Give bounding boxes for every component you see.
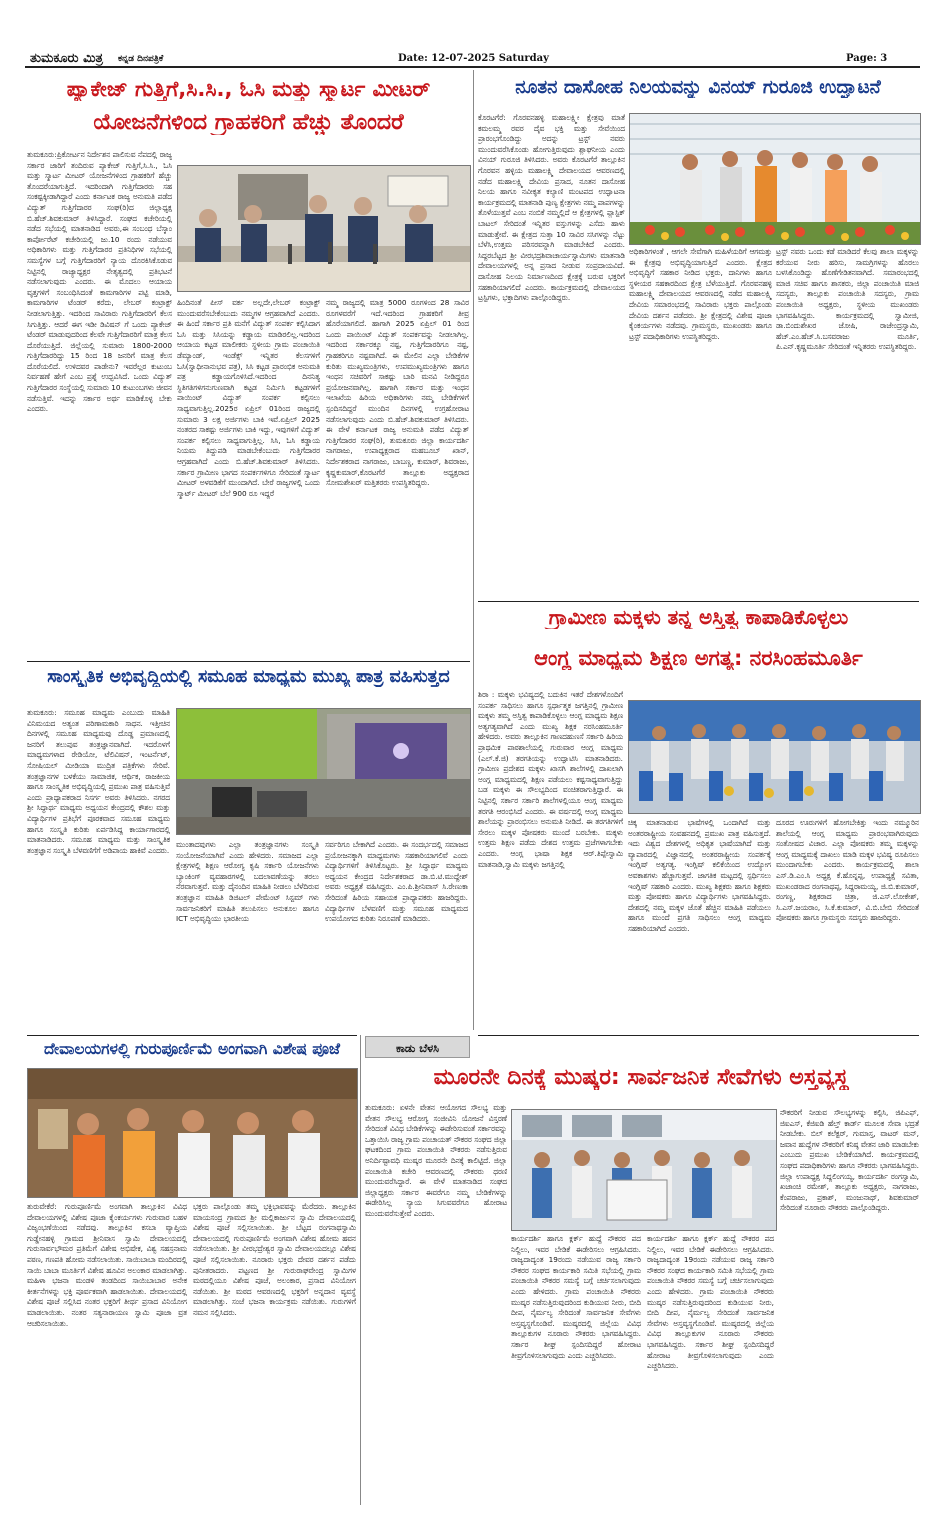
story6-tag-label: ಕಾಡು ಬೆಳಸಿ xyxy=(396,1042,439,1055)
divider-vertical-left xyxy=(473,70,474,1030)
story3-column-2: ಮುಂತಾದವುಗಳು ಎಲ್ಲಾ ತಂತ್ರಜ್ಞಾನಗಳು ಸಂಸ್ಕೃತಿ ಸಂಯೋಜನೆಯಾಗಿವೆ ಎಂದು ಹೇಳಿದರು. ಸಮಾಜದ ಎಲ್ಲಾ ಕ್ಷೇತ್ರಗಳಲ್ಲಿ ಶಿಕ್ಷಣ ಆರೋಗ್ಯ ಕೃಷಿ ಸರ್ಕಾರಿ ಯೋಜನೆಗಳು ಬ್ಯಾಂಕಿಂಗ್ ವ್ಯವಹಾರಗಳಲ್ಲಿ ಬದಲಾವಣೆಯನ್ನು ತರಲು ನೆರವಾಗುತ್ತವೆ. ಮತ್ತು ದೈನಂದಿನ ಮಾಹಿತಿ ನೀಡಲು ಬೆಳೆದಿರುವ ತಂತ್ರಜ್ಞಾನ ಮಾಹಿತಿ ಡಿಜಿಟಲ್ ಪೇಮೆಂಟ್ ಸಿಸ್ಟಮ್ ಗಳು ಸಾರ್ವಜನಿಕರಿಗೆ ಮಾಹಿತಿ ತಲುಪಿಸಲು ಅನುಕೂಲ ಹಾಗೂ ICT ಅಭಿವೃದ್ಧಿಯು ಭಾರತೀಯ xyxy=(176,840,319,924)
story6-column-3: ನೌಕರರಿಗೆ ನೀಡುವ ಸೌಲಭ್ಯಗಳನ್ನು ಕಲ್ಪಿಸಿ, ಜಿಪಿಎಫ್, ಜಿಐಎಸ್, ಕೆಜಿಐಡಿ ಹೆಲ್ತ್ ಕಾರ್ಡ್ ಮೂಲಕ ಸೇವಾ ಭದ್ರತೆ ನೀಡಬೇಕು. ಬಿಲ್ ಕಲೆಕ್ಟರ್, ಗುಮಾಸ್ತ, ವಾಟರ್ ಮನ್, ಜವಾನ ಹುದ್ದೆಗಳ ನೌಕರರಿಗೆ ಕನಿಷ್ಠ ವೇತನ ಜಾರಿ ಮಾಡಬೇಕು ಎಂಬುದು ಪ್ರಮುಖ ಬೇಡಿಕೆಯಾಗಿದೆ. ಕಾರ್ಯಕ್ರಮದಲ್ಲಿ ಸಂಘದ ಪದಾಧಿಕಾರಿಗಳು ಹಾಗೂ ನೌಕರರು ಭಾಗವಹಿಸಿದ್ದರು. ಜಿಲ್ಲಾ ಉಪಾಧ್ಯಕ್ಷ ಸಿದ್ದಲಿಂಗಯ್ಯ, ಕಾರ್ಯದರ್ಶಿ ರಂಗಸ್ವಾಮಿ, ಖಜಾಂಚಿ ರಮೇಶ್, ತಾಲ್ಲೂಕು ಅಧ್ಯಕ್ಷರು, ನಾಗರಾಜು, ಕೆಂಪರಾಜು, ಪ್ರಕಾಶ್, ಮಂಜುನಾಥ್, ಶಿವಕುಮಾರ್ ಸೇರಿದಂತೆ ನೂರಾರು ನೌಕರರು ಪಾಲ್ಗೊಂಡಿದ್ದರು. xyxy=(780,1108,919,1213)
masthead-date: Date: 12-07-2025 Saturday xyxy=(398,53,549,64)
story2-column-1: ಕೊರಟಗೆರೆ: ಗೊರವನಹಳ್ಳಿ ಮಹಾಲಕ್ಷ್ಮೀ ಕ್ಷೇತ್ರವು ಮಾತೆ ಕಮಲಮ್ಮ ರವರ ದೈವ ಭಕ್ತಿ ಮತ್ತು ಸೇವೆಯಿಂದ ಪ್ರಾರಂಭಗೊಂಡಿದ್ದು ಅದನ್ನು ಟ್ರಸ್ಟ್ ನವರು ಮುಂದುವರೆಸಿಕೊಂಡು ಹೋಗುತ್ತಿರುವುದು ಶ್ಲಾಘನೀಯ ಎಂದು ವಿನಯ್ ಗುರೂಜಿ ತಿಳಿಸಿದರು. ಅವರು ಕೊರಟಗೆರೆ ತಾಲ್ಲೂಕಿನ ಗೊರವನ ಹಳ್ಳಿಯ ಮಹಾಲಕ್ಷ್ಮಿ ದೇವಾಲಯದ ಆವರಣದಲ್ಲಿ ನಡೆದ ಮಹಾಲಕ್ಷ್ಮಿ ದೇವಿಯ ಪ್ರಸಾದ, ನೂತನ ದಾಸೋಹ ನಿಲಯ ಹಾಗೂ ನವೀಕೃತ ಕಲ್ಯಾಣಿ ಮಂಟಪದ ಉದ್ಘಾಟನಾ ಕಾರ್ಯಕ್ರಮದಲ್ಲಿ ಮಾತನಾಡಿ ಪುಣ್ಯ ಕ್ಷೇತ್ರಗಳು ನಮ್ಮ ಪಾಪಗಳನ್ನು ತೊಳೆಯುತ್ತವೆ ಎಂಬ ನಂಬಿಕೆ ನಮ್ಮಲ್ಲಿದೆ ಆ ಕ್ಷೇತ್ರಗಳಲ್ಲಿ ಪ್ಲಾಸ್ಟಿಕ್ ಬಾಟಲ್ ಸೇರಿದಂತೆ ಇನ್ನಿತರ ವಸ್ತುಗಳನ್ನು ಎಸೆದು ಹಾಳು ಮಾಡುತ್ತೇವೆ. ಈ ಕ್ಷೇತ್ರದ ಸುತ್ತಾ 10 ಸಾವಿರ ಸಸಿಗಳನ್ನು ನೆಟ್ಟು ಬೆಳೆಸಿ,ಉತ್ತಮ ಪರಿಸರವನ್ನಾಗಿ ಮಾಡಬೇಕಿದೆ ಎಂದರು. ಸಿದ್ದರಬೆಟ್ಟದ ಶ್ರೀ ವೀರಭದ್ರಶಿವಾಚಾರ್ಯಸ್ವಾಮಿಗಳು ಮಾತನಾಡಿ ದೇವಾಲಯಗಳಲ್ಲಿ ಅನ್ನ ಪ್ರಸಾದ ನೀಡುವ ಸಂಪ್ರದಾಯವಿದೆ. ದಾಸೋಹ ನಿಲಯ ನಿರ್ಮಾಣದಿಂದ ಕ್ಷೇತ್ರಕ್ಕೆ ಬರುವ ಭಕ್ತರಿಗೆ ಸಹಕಾರಿಯಾಗಲಿದೆ ಎಂದರು. ಕಾರ್ಯಕ್ರಮದಲ್ಲಿ ದೇವಾಲಯದ ಟ್ರಸ್ಟಿಗಳು, ಭಕ್ತಾದಿಗಳು ಪಾಲ್ಗೊಂಡಿದ್ದರು. xyxy=(478,113,625,303)
story5-photo-temple xyxy=(27,1068,358,1198)
story4-headline-line2: ಆಂಗ್ಲ ಮಾಧ್ಯಮ ಶಿಕ್ಷಣ ಅಗತ್ಯ: ನರಸಿಂಹಮೂರ್ತಿ xyxy=(534,646,863,670)
story6-headline: ಮೂರನೇ ದಿನಕ್ಕೆ ಮುಷ್ಕರ: ಸಾರ್ವಜನಿಕ ಸೇವೆಗಳು ಅಸ್ತವ್ಯಸ್ಥ xyxy=(433,1065,849,1090)
story4-column-3: ದೂರದ ಊರುಗಳಿಗೆ ಹೋಗಬೇಕಿತ್ತು ಇಂದು ನಮ್ಮೂರಿನ ಶಾಲೆಯಲ್ಲಿ ಆಂಗ್ಲ ಮಾಧ್ಯಮ ಪ್ರಾರಂಭವಾಗಿರುವುದು ಸಂತೋಷದ ವಿಚಾರ. ಎಲ್ಲಾ ಪೋಷಕರು ತಮ್ಮ ಮಕ್ಕಳನ್ನು ಆಂಗ್ಲ ಮಾಧ್ಯಮಕ್ಕೆ ದಾಖಲು ಮಾಡಿ ಮಕ್ಕಳ ಭವಿಷ್ಯ ರೂಪಿಸಲು ಮುಂದಾಗಬೇಕು ಎಂದರು. ಕಾರ್ಯಕ್ರಮದಲ್ಲಿ ಶಾಲಾ ಎಸ್.ಡಿ.ಎಂ.ಸಿ ಅಧ್ಯಕ್ಷ ಕೆ.ಹೊನ್ನಪ್ಪ, ಉಪಾಧ್ಯಕ್ಷೆ ಸವಿತಾ, ಮುಖಂಡರಾದ ರಂಗನಾಥಪ್ಪ, ಸಿದ್ದರಾಮಯ್ಯ, ಜಿ.ಬಿ.ಕುಮಾರ್, ರಂಗಣ್ಣ, ಶಿಕ್ಷಕರಾದ ಚಿತ್ರಾ, ಜಿ.ಎಸ್.ಲೋಕೇಶ್, ಸಿ.ಎಸ್.ಜಯರಾಂ, ಸಿ.ಕೆ.ಕುಮಾರ್, ವಿ.ಬಿ.ಬೇಬಿ ಸೇರಿದಂತೆ ಪೋಷಕರು ಹಾಗೂ ಗ್ರಾಮಸ್ಥರು ಸದಸ್ಯರು ಹಾಜರಿದ್ದರು. xyxy=(776,818,919,923)
story3-photo-workshop xyxy=(176,708,471,835)
story3-headline: ಸಾಂಸ್ಕೃತಿಕ ಅಭಿವೃದ್ಧಿಯಲ್ಲಿ ಸಮೂಹ ಮಾಧ್ಯಮ ಮುಖ್ಯ ಪಾತ್ರ ವಹಿಸುತ್ತದ xyxy=(47,667,450,687)
story6-top-rule xyxy=(478,1035,919,1036)
story6-column-1: ತುಮಕೂರು: ಏಳನೇ ವೇತನ ಆಯೋಗದ ಸೌಲಭ್ಯ ಮತ್ತು ವೇತನ ಸೌಲಭ್ಯ ಆರೋಗ್ಯ ಸಂಜೀವಿನಿ ಯೋಜನೆ ವಿಸ್ತರಣೆ ಸೇರಿದಂತೆ ವಿವಿಧ ಬೇಡಿಕೆಗಳನ್ನು ಈಡೇರಿಸುವಂತೆ ಸರ್ಕಾರವನ್ನು ಒತ್ತಾಯಿಸಿ ರಾಜ್ಯ ಗ್ರಾಮ ಪಂಚಾಯತ್ ನೌಕರರ ಸಂಘದ ಜಿಲ್ಲಾ ಘಟಕದಿಂದ ಗ್ರಾಮ ಪಂಚಾಯಿತಿ ನೌಕರರು ನಡೆಸುತ್ತಿರುವ ಅನಿರ್ದಿಷ್ಟಾವಧಿ ಮುಷ್ಕರ ಮೂರನೇ ದಿನಕ್ಕೆ ಕಾಲಿಟ್ಟಿದೆ. ಜಿಲ್ಲಾ ಪಂಚಾಯಿತಿ ಕಚೇರಿ ಆವರಣದಲ್ಲಿ ನೌಕರರು ಧರಣಿ ಮುಂದುವರೆಸಿದ್ದಾರೆ. ಈ ವೇಳೆ ಮಾತನಾಡಿದ ಸಂಘದ ಜಿಲ್ಲಾಧ್ಯಕ್ಷರು ಸರ್ಕಾರ ಈವರೆಗೂ ನಮ್ಮ ಬೇಡಿಕೆಗಳನ್ನು ಈಡೇರಿಸಿಲ್ಲ ನ್ಯಾಯ ಸಿಗುವವರೆಗೂ ಹೋರಾಟ ಮುಂದುವರೆಸುತ್ತೇವೆ ಎಂದರು. xyxy=(365,1103,507,1218)
story2-column-3: ಟ್ರಸ್ಟ್ ನವರು ಒಂದು ಕಡೆ ಮಾಡಿದರೆ ಕೆಲವು ಶಾಲಾ ಮಕ್ಕಳನ್ನು ಕರೆಯುವ ನೀರು ಹರಿಸು, ಸಾಮಗ್ರಿಗಳನ್ನು ಹೊರಲು ಬಳಸಿಕೊಂಡಿದ್ದು ಹೊಣೆಗೇಡಿತನವಾಗಿದೆ. ಸಮಾರಂಭದಲ್ಲಿ ಮಾಜಿ ಸಚಿವ ಹಾಗೂ ಶಾಸಕರು, ಜಿಲ್ಲಾ ಪಂಚಾಯಿತಿ ಮಾಜಿ ಸದಸ್ಯರು, ತಾಲ್ಲೂಕು ಪಂಚಾಯಿತಿ ಸದಸ್ಯರು, ಗ್ರಾಮ ಪಂಚಾಯಿತಿ ಅಧ್ಯಕ್ಷರು, ಸ್ಥಳೀಯ ಮುಖಂಡರು ಭಾಗವಹಿಸಿದ್ದರು. ಕಾರ್ಯಕ್ರಮದಲ್ಲಿ ಸ್ವಾಮೀಜಿ, ಡಾ.ಬಿಂದುಶೇಖರ ಜೋಷಿ, ರಾಜೇಂದ್ರಸ್ವಾಮಿ, ಹೆಚ್.ಎಂ.ಹೆಚ್.ಸಿ.ಬಸವರಾಜು ಮೂರ್ತಿ, ಪಿ.ಎನ್.ಕೃಷ್ಣಮೂರ್ತಿ ಸೇರಿದಂತೆ ಇನ್ನಿತರರು ಉಪಸ್ಥಿತರಿದ್ದರು. xyxy=(776,247,919,352)
story5-top-rule xyxy=(27,1035,357,1036)
story6-tag xyxy=(365,1036,470,1058)
story2-photo-inauguration xyxy=(629,113,921,245)
story3-top-rule xyxy=(27,661,470,662)
story4-headline-line1: ಗ್ರಾಮೀಣ ಮಕ್ಕಳು ತನ್ನ ಅಸ್ತಿತ್ವ ಕಾಪಾಡಿಕೊಳ್ಳಲು xyxy=(548,606,849,629)
story1-headline-line1: ಪ್ಯಾಕೇಜ್ ಗುತ್ತಿಗೆ,ಸಿ.ಸಿ., ಓಸಿ ಮತ್ತು ಸ್ಮಾರ್ಟ ಮೀಟರ್ xyxy=(66,77,431,101)
story1-column-1: ತುಮಕೂರು:ಪ್ರಿಕೋರ್ಟನ ನಿರ್ದೇಶನ ಪಾಲಿಸುವ ನೆಪದಲ್ಲಿ ರಾಜ್ಯ ಸರ್ಕಾರ ಜಾರಿಗೆ ತಂದಿರುವ ಪ್ಯಾಕೇಜ್ ಗುತ್ತಿಗೆ,ಸಿ.ಸಿ., ಓಸಿ ಮತ್ತು ಸ್ಮಾರ್ಟ ಮೀಟರ್ ಯೋಜನೆಗಳಿಂದ ಗ್ರಾಹಕರಿಗೆ ಹೆಚ್ಚು ತೊಂದರೆಯಾಗುತ್ತಿದೆ. ಇದರಿಂದಾಗಿ ಗುತ್ತಿಗೆದಾರರು ಸಹ ಸಂಕಷ್ಟಕ್ಕೀಡಾಗಿದ್ದಾರೆ ಎಂದು ಕರ್ನಾಟಕ ರಾಜ್ಯ ಅನುಮತಿ ಪಡೆದ ವಿದ್ಯುತ್ ಗುತ್ತಿಗೆದಾರರ ಸಂಘ(ರಿ)ದ ಜಿಲ್ಲಾಧ್ಯಕ್ಷ ಬಿ.ಹೆಚ್.ಶಿವಕುಮಾರ್ ತಿಳಿಸಿದ್ದಾರೆ. ಸಂಘದ ಕಚೇರಿಯಲ್ಲಿ ನಡೆದ ಸಭೆಯಲ್ಲಿ ಮಾತನಾಡಿದ ಅವರು,ಈ ಸಂಬಂಧ ಬೆಸ್ಕಾಂ ಕಾರ್ಪೋರೆಟ್ ಕಚೇರಿಯಲ್ಲಿ ಜು.10 ರಂದು ನಡೆಯುವ ಅಧಿಕಾರಿಗಳು ಮತ್ತು ಗುತ್ತಿಗೆದಾರರ ಪ್ರತಿನಿಧಿಗಳ ಸಭೆಯಲ್ಲಿ ಸಮಸ್ಯೆಗಳ ಬಗ್ಗೆ ಗುತ್ತಿಗೆದಾರರಿಗೆ ನ್ಯಾಯ ದೊರಕಿಸಿಕೊಡುವ ನಿಟ್ಟಿನಲ್ಲಿ ರಾಜ್ಯಾಧ್ಯಕ್ಷರ ನೇತೃತ್ವದಲ್ಲಿ ಪ್ರತಿಭಟನೆ ನಡೆಸಲಾಗುವುದು ಎಂದರು. ಈ ಮೊದಲು ಆಯಾಯ ವೃತ್ತಗಳಿಗೆ ಸಂಬಂಧಿಸಿದಂತೆ ಕಾಮಗಾರಿಗಳ ಪಟ್ಟಿ ಮಾಡಿ, ಕಾಮಗಾರಿಗಳ ಟೆಂಡರ್ ಕರೆದು, ಲೇಬರ್ ಕಂಟ್ರಾಕ್ಟ್ ನೀಡಲಾಗುತ್ತಿತ್ತು. ಇದರಿಂದ ಸಾವಿರಾರು ಗುತ್ತಿಗೆದಾರರಿಗೆ ಕೆಲಸ ಸಿಗುತ್ತಿತ್ತು. ಆದರೆ ಈಗ ಇಡೀ ಡಿವಿಷನ್ ಗೆ ಒಂದು ಪ್ಯಾಕೇಜ್ ಟೆಂಡರ್ ಮಾಡುವುದರಿಂದ ಕೆಲವೇ ಗುತ್ತಿಗೆದಾರರಿಗೆ ಮಾತ್ರ ಕೆಲಸ ದೊರೆಯುತ್ತಿದೆ. ಜಿಲ್ಲೆಯಲ್ಲಿ ಸುಮಾರು 1800-2000 ಗುತ್ತಿಗೆದಾರರಿದ್ದು 15 ರಿಂದ 18 ಜನರಿಗೆ ಮಾತ್ರ ಕೆಲಸ ದೊರೆಯಲಿದೆ. ಉಳಿದವರ ಪಾಡೇನು? ಇವರೆಲ್ಲರ ಕುಟುಂಬ ನಿರ್ವಹಣೆ ಹೇಗೆ ಎಂಬ ಪ್ರಶ್ನೆ ಉದ್ಭವಿಸಿದೆ. ಒಂದು ವಿದ್ಯುತ್ ಗುತ್ತಿಗೆದಾರರ ಸಂಸ್ಥೆಯಲ್ಲಿ ಸುಮಾರು 10 ಕುಟುಂಬಗಳು ಜೀವನ ನಡೆಸುತ್ತಿವೆ. ಇದನ್ನು ಸರ್ಕಾರ ಅರ್ಥ ಮಾಡಿಕೊಳ್ಳ ಬೇಕು ಎಂದರು. xyxy=(27,150,172,414)
story1-column-2: ಹಿಂದಿನಂತೆ ಪೀಸ್ ವರ್ಕ ಅಲ್ಲದೇ,ಲೇಬರ್ ಕಂಟ್ರಾಕ್ಟ್ ಮುಂದುವರೆಸಬೇಕೆಂಬುದು ನಮ್ಮಗಳ ಆಗ್ರಹವಾಗಿದೆ ಎಂದರು. ಈ ಹಿಂದೆ ಸರ್ಕಾರ ಪ್ರತಿ ಮನೆಗೆ ವಿದ್ಯುತ್ ಸಂಪರ್ಕ ಕಲ್ಪಿಸಿದಾಗ ಓಸಿ ಮತ್ತು ಸಿಸಿಯನ್ನು ಕಡ್ಡಾಯ ಮಾಡಿರಲಿಲ್ಲ.ಇದರಿಂದ ಆಯಾಯ ಕಟ್ಟಡ ಮಾಲೀಕರು ಸ್ಥಳೀಯ ಗ್ರಾಮ ಪಂಚಾಯಿತಿ ಡೆಮ್ಯಾಂಡ್, ಇಂಡೆಕ್ಸ್ ಇನ್ನಿತರ ಕೆಲಸಗಳಿಗೆ ಓಸಿ(ಸ್ವಾಧೀನಾನುಭವ ಪತ್ರ), ಸಿಸಿ ಕಟ್ಟಡ ಪ್ರಾರಂಭಿಕ ಅನುಮತಿ ಪತ್ರ ಕಡ್ಡಾಯಗೊಳಿಸಿದೆ.ಇದರಿಂದ ದಿನನಿತ್ಯ ಸ್ಥಿತಿಗತಿಗಳಿಗನುಗುಣವಾಗಿ ಕಟ್ಟಡ ನಿರ್ಮಿಸಿ ಕಟ್ಟಡಗಳಿಗೆ ಪಾಯಿಂಟ್ ವಿದ್ಯುತ್ ಸಂಪರ್ಕ ಕಲ್ಪಿಸಲು ಸಾಧ್ಯವಾಗುತ್ತಿಲ್ಲ.2025ರ ಏಪ್ರಿಲ್ 01ರಿಂದ ರಾಜ್ಯದಲ್ಲಿ ಸುಮಾರು 3 ಲಕ್ಷ ಅರ್ಜಿಗಳು ಬಾಕಿ ಇವೆ.ಏಪ್ರಿಲ್ 2025 ನಂತರದ ಸಾಕಷ್ಟು ಅರ್ಜಿಗಳು ಬಾಕಿ ಇದ್ದು, ಇವುಗಳಿಗೆ ವಿದ್ಯುತ್ ಸಂಪರ್ಕ ಕಲ್ಪಿಸಲು ಸಾಧ್ಯವಾಗುತ್ತಿಲ್ಲ. ಸಿಸಿ, ಓಸಿ ಕಡ್ಡಾಯ ನಿಯಮ ತಿದ್ದುಪಡಿ ಮಾಡಬೇಕೆಂಬುದು ಗುತ್ತಿಗೆದಾರರ ಆಗ್ರಹವಾಗಿದೆ ಎಂದು ಬಿ.ಹೆಚ್.ಶಿವಕುಮಾರ್ ತಿಳಿಸಿದರು. ಸರ್ಕಾರ ಗ್ರಾಮೀಣ ಭಾಗದ ಸಂಪರ್ಕಗಳಿಗೂ ಸೇರಿದಂತೆ ಸ್ಮಾರ್ಟ ಮೀಟರ್ ಅಳವಡಿಕೆಗೆ ಮುಂದಾಗಿದೆ. ಬೇರೆ ರಾಜ್ಯಗಳಲ್ಲಿ ಒಂದು ಸ್ಮಾರ್ಟ್ ಮೀಟರ್ ಬೆಲೆ 900 ರೂ ಇದ್ದರೆ xyxy=(177,298,320,498)
story1-photo-press-meet xyxy=(177,165,471,292)
story1-headline-line2: ಯೋಜನೆಗಳಿಂದ ಗ್ರಾಹಕರಿಗೆ ಹೆಚ್ಚು ತೊಂದರೆ xyxy=(93,110,404,135)
story4-photo-school xyxy=(628,700,921,814)
story5-headline: ದೇವಾಲಯಗಳಲ್ಲಿ ಗುರುಪೂರ್ಣಿಮೆ ಅಂಗವಾಗಿ ವಿಶೇಷ ಪೂಜೆ xyxy=(44,1041,340,1058)
story2-headline: ನೂತನ ದಾಸೋಹ ನಿಲಯವನ್ನು ವಿನಯ್ ಗುರೂಜಿ ಉದ್ಘಾಟನೆ xyxy=(515,77,881,98)
story4-column-1: ಶಿರಾ : ಮಕ್ಕಳು ಭವಿಷ್ಯದಲ್ಲಿ ಬದುಕಿನ ಇತರೆ ದೇಶಗಳೊಂದಿಗೆ ಸಂಪರ್ಕ ಸಾಧಿಸಲು ಹಾಗೂ ಸ್ಪರ್ಧಾತ್ಮಕ ಜಗತ್ತಿನಲ್ಲಿ ಗ್ರಾಮೀಣ ಮಕ್ಕಳು ತಮ್ಮ ಅಸ್ತಿತ್ವ ಕಾಪಾಡಿಕೊಳ್ಳಲು ಆಂಗ್ಲ ಮಾಧ್ಯಮ ಶಿಕ್ಷಣ ಅತ್ಯಗತ್ಯವಾಗಿದೆ ಎಂದು ಮುಖ್ಯ ಶಿಕ್ಷಕ ನರಸಿಂಹಮೂರ್ತಿ ಹೇಳಿದರು. ಅವರು ತಾಲ್ಲೂಕಿನ ಗಾಣದಹುಣಸೆ ಸರ್ಕಾರಿ ಹಿರಿಯ ಪ್ರಾಥಮಿಕ ಪಾಠಶಾಲೆಯಲ್ಲಿ ಗುರುವಾರ ಆಂಗ್ಲ ಮಾಧ್ಯಮ (ಎಲ್.ಕೆ.ಜಿ) ತರಗತಿಯನ್ನು ಉದ್ಘಾಟಿಸಿ ಮಾತನಾಡಿದರು. ಗ್ರಾಮೀಣ ಪ್ರದೇಶದ ಮಕ್ಕಳು ಖಾಸಗಿ ಶಾಲೆಗಳಲ್ಲಿ ದಾಖಲಾಗಿ ಅಂಗ್ಲ ಮಾಧ್ಯಮದಲ್ಲಿ ಶಿಕ್ಷಣ ಪಡೆಯಲು ಕಷ್ಟಸಾಧ್ಯವಾಗುತ್ತಿದ್ದು ಬಡ ಮಕ್ಕಳು ಈ ಸೌಲಭ್ಯದಿಂದ ವಂಚಿತರಾಗುತ್ತಿದ್ದಾರೆ. ಈ ನಿಟ್ಟಿನಲ್ಲಿ ಸರ್ಕಾರ ಸರ್ಕಾರಿ ಶಾಲೆಗಳಲ್ಲಿಯೂ ಆಂಗ್ಲ ಮಾಧ್ಯಮ ತರಗತಿ ಆರಂಭಿಸಿದೆ ಎಂದರು. ಈ ವರ್ಷದಲ್ಲಿ ಆಂಗ್ಲ ಮಾಧ್ಯಮ ಶಾಲೆಯನ್ನು ಪ್ರಾರಂಭಿಸಲು ಅನುಮತಿ ನೀಡಿದೆ. ಈ ತರಗತಿಗಳಿಗೆ ಸೇರಲು ಮಕ್ಕಳ ಪೋಷಕರು ಮುಂದೆ ಬರಬೇಕು. ಮಕ್ಕಳು ಉತ್ತಮ ಶಿಕ್ಷಣ ಪಡೆದು ದೇಶದ ಉತ್ತಮ ಪ್ರಜೆಗಳಾಗಬೇಕು ಎಂದರು. ಆಂಗ್ಲ ಭಾಷಾ ಶಿಕ್ಷಕ ಆರ್.ತಿಪ್ಪೇಸ್ವಾಮಿ ಮಾತನಾಡಿ,ಸ್ವಾಮಿ ಮಕ್ಕಳು ಜಗತ್ತಿನಲ್ಲಿ xyxy=(478,690,623,869)
story2-column-2: ಅಧಿಕಾರಿಗಳಂತೆ , ಆಗಲೇ ಸೇವೆಗಾಗಿ ಮಹಿಳೆಯರಿಗೆ ಆಗಮತ್ತು ಈ ಕ್ಷೇತ್ರವು ಅಭಿವೃದ್ಧಿಯಾಗುತ್ತಿದೆ ಎಂದರು. ಕ್ಷೇತ್ರದ ಅಭಿವೃದ್ಧಿಗೆ ಸಹಕಾರ ನೀಡಿದ ಭಕ್ತರು, ದಾನಿಗಳು ಹಾಗೂ ಸ್ಥಳೀಯರ ಸಹಕಾರದಿಂದ ಕ್ಷೇತ್ರ ಬೆಳೆಯುತ್ತಿದೆ. ಗೊರವನಹಳ್ಳಿ ಮಹಾಲಕ್ಷ್ಮಿ ದೇವಾಲಯದ ಆವರಣದಲ್ಲಿ ನಡೆದ ಮಹಾಲಕ್ಷ್ಮಿ ದೇವಿಯ ಸಮಾರಂಭದಲ್ಲಿ ಸಾವಿರಾರು ಭಕ್ತರು ಪಾಲ್ಗೊಂಡು ದೇವಿಯ ದರ್ಶನ ಪಡೆದರು. ಶ್ರೀ ಕ್ಷೇತ್ರದಲ್ಲಿ ವಿಶೇಷ ಪೂಜಾ ಕೈಂಕರ್ಯಗಳು ನಡೆದವು. ಗ್ರಾಮಸ್ಥರು, ಮುಖಂಡರು ಹಾಗೂ ಟ್ರಸ್ಟ್ ಪದಾಧಿಕಾರಿಗಳು ಉಪಸ್ಥಿತರಿದ್ದರು. xyxy=(629,247,772,341)
story4-column-2: ಚಿಕ್ಕ ಮಾತನಾಡುವ ಭಾಷೆಗಳಲ್ಲಿ ಒಂದಾಗಿದೆ ಮತ್ತು ಅಂತರರಾಷ್ಟ್ರೀಯ ಸಂವಹನದಲ್ಲಿ ಪ್ರಮುಖ ಪಾತ್ರ ವಹಿಸುತ್ತದೆ. ಇದು ವಿಶ್ವದ ದೇಶಗಳಲ್ಲಿ ಅಧಿಕೃತ ಭಾಷೆಯಾಗಿದೆ ಮತ್ತು ವ್ಯಾಪಾರದಲ್ಲಿ ವಿಜ್ಞಾನದಲ್ಲಿ ಅಂತರರಾಷ್ಟ್ರೀಯ ಸಂಪರ್ಕಕ್ಕೆ ಇಂಗ್ಲಿಷ್ ಅತ್ಯಗತ್ಯ. ಇಂಗ್ಲಿಷ್ ಕಲಿಕೆಯಿಂದ ಉದ್ಯೋಗ ಅವಕಾಶಗಳು ಹೆಚ್ಚಾಗುತ್ತವೆ. ಜಾಗತಿಕ ಮಟ್ಟದಲ್ಲಿ ಸ್ಪರ್ಧಿಸಲು ಇಂಗ್ಲಿಷ್ ಸಹಕಾರಿ ಎಂದರು. ಮುಖ್ಯ ಶಿಕ್ಷಕರು ಹಾಗೂ ಶಿಕ್ಷಕರು ಮತ್ತು ಪೋಷಕರು ಹಾಗೂ ವಿದ್ಯಾರ್ಥಿಗಳು ಭಾಗವಹಿಸಿದ್ದರು. ದೇಶದಲ್ಲಿ ನಮ್ಮ ಮಕ್ಕಳ ಜೊತೆ ಹೆಚ್ಚಿನ ಮಾಹಿತಿ ಪಡೆಯಲು ಹಾಗೂ ಮುಂದೆ ಪ್ರಗತಿ ಸಾಧಿಸಲು ಆಂಗ್ಲ ಮಾಧ್ಯಮ ಸಹಕಾರಿಯಾಗಿದೆ ಎಂದರು. xyxy=(628,818,771,933)
story5-column-1: ತುರುವೇಕೆರೆ: ಗುರುಪೂರ್ಣಿಮೆ ಅಂಗವಾಗಿ ತಾಲ್ಲೂಕಿನ ವಿವಿಧ ದೇವಾಲಯಗಳಲ್ಲಿ ವಿಶೇಷ ಪೂಜಾ ಕೈಂಕರ್ಯಗಳು ಗುರುವಾರ ಬಹಳ ವಿಜೃಂಭಣೆಯಿಂದ ನಡೆದವು. ತಾಲ್ಲೂಕಿನ ಕಸಬಾ ವ್ಯಾಪ್ತಿಯ ಗುಡ್ಡೇನಹಳ್ಳಿ ಗ್ರಾಮದ ಶ್ರೀನಿವಾಸ ಸ್ವಾಮಿ ದೇವಾಲಯದಲ್ಲಿ ಗುರುಸಾರ್ವಭೌಮರ ಪ್ರತಿಮೆಗೆ ವಿಶೇಷ ಅಭಿಷೇಕ, ವಿಶ್ವ ಸಹಸ್ರನಾಮ ಪಠಣ, ಗಣಪತಿ ಹೋಮ ನಡೆಸಲಾಯಿತು. ಸಾಯಿಬಾಬಾ ಮಂದಿರದಲ್ಲಿ ಸಾಯಿ ಬಾಬಾ ಮೂರ್ತಿಗೆ ವಿಶೇಷ ಹೂವಿನ ಅಲಂಕಾರ ಮಾಡಲಾಗಿತ್ತು. ಮಹಿಳಾ ಭಜನಾ ಮಂಡಳಿ ತಂಡದಿಂದ ಸಾಯಿಬಾಬಾರ ಅನೇಕ ಕೀರ್ತನೆಗಳನ್ನು ಭಕ್ತಿ ಪೂರ್ವಕವಾಗಿ ಹಾಡಲಾಯಿತು. ದೇವಾಲಯದಲ್ಲಿ ವಿಶೇಷ ಪೂಜೆ ಸಲ್ಲಿಸಿದ ನಂತರ ಭಕ್ತರಿಗೆ ತೀರ್ಥ ಪ್ರಸಾದ ವಿನಿಯೋಗ ಮಾಡಲಾಯಿತು. ನಂತರ ಸತ್ಯನಾರಾಯಣ ಸ್ವಾಮಿ ಪೂಜಾ ವ್ರತ ಆಚರಿಸಲಾಯಿತು. xyxy=(27,1202,187,1328)
masthead xyxy=(0,0,945,64)
page-number: Page: 3 xyxy=(846,53,888,64)
story6-photo-protest xyxy=(511,1109,777,1231)
masthead-title: ತುಮಕೂರು ಮಿತ್ರ xyxy=(30,51,103,66)
story5-column-2: ಭಕ್ತರು ಪಾಲ್ಗೊಂಡು ತಮ್ಮ ಭಕ್ತಿಭಾವವನ್ನು ಮೆರೆದರು. ತಾಲ್ಲೂಕಿನ ಮಾಯಸಂದ್ರ ಗ್ರಾಮದ ಶ್ರೀ ಮಲ್ಲಿಕಾರ್ಜುನ ಸ್ವಾಮಿ ದೇವಾಲಯದಲ್ಲಿ ವಿಶೇಷ ಪೂಜೆ ಸಲ್ಲಿಸಲಾಯಿತು. ಶ್ರೀ ಬೆಟ್ಟದ ರಂಗನಾಥಸ್ವಾಮಿ ದೇವಾಲಯದಲ್ಲಿ ಗುರುಪೂರ್ಣಿಮೆ ಅಂಗವಾಗಿ ವಿಶೇಷ ಹೋಮ ಹವನ ನಡೆಸಲಾಯಿತು. ಶ್ರೀ ವೀರಭದ್ರೇಶ್ವರ ಸ್ವಾಮಿ ದೇವಾಲಯದಲ್ಲೂ ವಿಶೇಷ ಪೂಜೆ ಸಲ್ಲಿಸಲಾಯಿತು. ನೂರಾರು ಭಕ್ತರು ದೇವರ ದರ್ಶನ ಪಡೆದು ಪುನೀತರಾದರು. ಪಟ್ಟಣದ ಶ್ರೀ ಗುರುರಾಘವೇಂದ್ರ ಸ್ವಾಮಿಗಳ ಮಠದಲ್ಲಿಯೂ ವಿಶೇಷ ಪೂಜೆ, ಅಲಂಕಾರ, ಪ್ರಸಾದ ವಿನಿಯೋಗ ನಡೆಯಿತು. ಶ್ರೀ ಮಠದ ಆವರಣದಲ್ಲಿ ಭಕ್ತರಿಗೆ ಅನ್ನದಾನ ವ್ಯವಸ್ಥೆ ಮಾಡಲಾಗಿತ್ತು. ಸಂಜೆ ಭಜನಾ ಕಾರ್ಯಕ್ರಮ ನಡೆಯಿತು. ಗುರುಗಳಿಗೆ ನಮನ ಸಲ್ಲಿಸಿದರು. xyxy=(193,1202,356,1317)
story6-column-2b: ಕಾರ್ಯದರ್ಶಿ ಹಾಗೂ ಕ್ಲರ್ಕ್ ಹುದ್ದೆ ನೌಕರರ ಪದ ನಿಲ್ದಿಲು, ಇವರ ಬೇಡಿಕೆ ಈಡೇರಿಸಲು ಆಗ್ರಹಿಸಿದರು. ರಾಜ್ಯದಾದ್ಯಂತ 19ರಂದು ನಡೆಯುವ ರಾಜ್ಯ ಸರ್ಕಾರಿ ನೌಕರರ ಸಂಘದ ಕಾರ್ಯಕಾರಿ ಸಮಿತಿ ಸಭೆಯಲ್ಲಿ ಗ್ರಾಮ ಪಂಚಾಯಿತಿ ನೌಕರರ ಸಮಸ್ಯೆ ಬಗ್ಗೆ ಚರ್ಚಿಸಲಾಗುವುದು ಎಂದು ಹೇಳಿದರು. ಗ್ರಾಮ ಪಂಚಾಯಿತಿ ನೌಕರರು ಮುಷ್ಕರ ನಡೆಸುತ್ತಿರುವುದರಿಂದ ಕುಡಿಯುವ ನೀರು, ಬೀದಿ ದೀಪ, ನೈರ್ಮಲ್ಯ ಸೇರಿದಂತೆ ಸಾರ್ವಜನಿಕ ಸೇವೆಗಳು ಅಸ್ತವ್ಯಸ್ಥಗೊಂಡಿವೆ. ಮುಷ್ಕರದಲ್ಲಿ ಜಿಲ್ಲೆಯ ವಿವಿಧ ತಾಲ್ಲೂಕುಗಳ ನೂರಾರು ನೌಕರರು ಭಾಗವಹಿಸಿದ್ದರು. ಸರ್ಕಾರ ಶೀಘ್ರ ಸ್ಪಂದಿಸದಿದ್ದರೆ ಹೋರಾಟ ತೀವ್ರಗೊಳಿಸಲಾಗುವುದು ಎಂದು ಎಚ್ಚರಿಸಿದರು. xyxy=(647,1234,774,1371)
story3-column-3: ಸರ್ವರಿಗೂ ಬೇಕಾಗಿದೆ ಎಂದರು. ಈ ಸಂದರ್ಭದಲ್ಲಿ ಸಮಾಜದ ಪ್ರಯೋಜನಕ್ಕಾಗಿ ಮಾಧ್ಯಮಗಳು ಸಹಕಾರಿಯಾಗಲಿವೆ ಎಂದು ವಿದ್ಯಾರ್ಥಿಗಳಿಗೆ ತಿಳಿಸಿಕೊಟ್ಟರು. ಶ್ರೀ ಸಿದ್ಧಾರ್ಥ ಮಾಧ್ಯಮ ಅಧ್ಯಯನ ಕೇಂದ್ರದ ನಿರ್ದೇಶಕರಾದ ಡಾ.ಬಿ.ಟಿ.ಮುದ್ದೇಶ್ ಅವರು ಅಧ್ಯಕ್ಷತೆ ವಹಿಸಿದ್ದರು. ಎಂ.ಪಿ.ಶ್ರೀನಿವಾಸ್ ಸಿ.ರೇಣುಕಾ ಸೇರಿದಂತೆ ಹಿರಿಯ ಸಹಾಯಕ ಪ್ರಾಧ್ಯಾಪಕರು ಹಾಜರಿದ್ದರು. ವಿದ್ಯಾರ್ಥಿಗಳ ಬೆಳವಣಿಗೆ ಮತ್ತು ಸಮೂಹ ಮಾಧ್ಯಮದ ಉಪಯೋಗದ ಕುರಿತು ನಿರೂಪಣೆ ಮಾಡಿದರು. xyxy=(325,840,468,924)
story1-column-3: ನಮ್ಮ ರಾಜ್ಯದಲ್ಲಿ ಮಾತ್ರ 5000 ರೂಗಳಿಂದ 28 ಸಾವಿರ ರೂಗಳವರೆಗೆ ಇದೆ.ಇದರಿಂದ ಗ್ರಾಹಕರಿಗೆ ತೀವ್ರ ಹೊರೆಯಾಗಲಿದೆ. ಹಾಗಾಗಿ 2025 ಏಪ್ರಿಲ್ 01 ರಿಂದ ಒಂದು ಪಾಯಿಂಟ್ ವಿದ್ಯುತ್ ಸಂಪರ್ಕವನ್ನು ನೀಡಲಾಗಿಲ್ಲ. ಇದರಿಂದ ಸರ್ಕಾರಕ್ಕೂ ನಷ್ಟ, ಗುತ್ತಿಗೆದಾರರಿಗೂ ನಷ್ಟ, ಗ್ರಾಹಕರಿಗೂ ನಷ್ಟವಾಗಿದೆ. ಈ ಮೇಲಿನ ಎಲ್ಲಾ ಬೇಡಿಕೆಗಳ ಕುರಿತು ಮುಖ್ಯಮಂತ್ರಿಗಳು, ಉಪಮುಖ್ಯಮಂತ್ರಿಗಳು ಹಾಗೂ ಇಂಧನ ಸಚಿವರಿಗೆ ಸಾಕಷ್ಟು ಬಾರಿ ಮನವಿ ನೀಡಿದ್ದರೂ ಪ್ರಯೋಜನವಾಗಿಲ್ಲ. ಹಾಗಾಗಿ ಸರ್ಕಾರ ಮತ್ತು ಇಂಧನ ಇಲಾಖೆಯ ಹಿರಿಯ ಅಧಿಕಾರಿಗಳು ನಮ್ಮ ಬೇಡಿಕೆಗಳಿಗೆ ಸ್ಪಂದಿಸದಿದ್ದರೆ ಮುಂದಿನ ದಿನಗಳಲ್ಲಿ ಉಗ್ರಹೋರಾಟ ನಡೆಸಲಾಗುವುದು ಎಂದು ಬಿ.ಹೆಚ್.ಶಿವಕುಮಾರ್ ತಿಳಿಸಿದರು. ಈ ವೇಳೆ ಕರ್ನಾಟಕ ರಾಜ್ಯ ಅನುಮತಿ ಪಡೆದ ವಿದ್ಯುತ್ ಗುತ್ತಿಗೆದಾರರ ಸಂಘ(ರಿ), ತುಮಕೂರು ಜಿಲ್ಲಾ ಕಾರ್ಯದರ್ಶಿ ನಾಗರಾಜು, ಉಪಾಧ್ಯಕ್ಷರಾದ ಮಹಬೂಬ್ ಖಾನ್, ನಿರ್ದೇಶಕರಾದ ನಾಗರಾಜು, ಬಾಬಣ್ಣ, ಕುಮಾರ್, ಶಿವರಾಜು, ಕೃಷ್ಣಕುಮಾರ್,ಕೊರಟಗೆರೆ ತಾಲ್ಲೂಕು ಅಧ್ಯಕ್ಷರಾದ ಸೋಮಶೇಖರ್ ಮತ್ತಿತರರು ಉಪಸ್ಥಿತರಿದ್ದರು. xyxy=(326,298,469,488)
story3-column-1: ತುಮಕೂರು: ಸಮೂಹ ಮಾಧ್ಯಮ ಎಂಬುದು ಮಾಹಿತಿ ವಿನಿಮಯದ ಅತ್ಯಂತ ಪರಿಣಾಮಕಾರಿ ಸಾಧನ. ಇತ್ತೀಚಿನ ದಿನಗಳಲ್ಲಿ ಸಮೂಹ ಮಾಧ್ಯಮವು ದೊಡ್ಡ ಪ್ರಮಾಣದಲ್ಲಿ ಜನರಿಗೆ ತಲುಪುವ ತಂತ್ರಜ್ಞಾನವಾಗಿದೆ. ಇದರೊಳಗೆ ಮಾಧ್ಯಮಗಳಾದ ರೇಡಿಯೋ, ಟೆಲಿವಿಷನ್, ಇಂಟರ್ನೆಟ್, ಸೋಷಿಯಲ್ ಮೀಡಿಯಾ ಮುದ್ರಿತ ಪತ್ರಿಕೆಗಳು ಸೇರಿವೆ. ತಂತ್ರಜ್ಞಾನಗಳ ಬಳಕೆಯು ಸಾಮಾಜಿಕ, ಆರ್ಥಿಕ, ರಾಜಕೀಯ ಹಾಗೂ ಸಾಂಸ್ಕೃತಿಕ ಅಭಿವೃದ್ಧಿಯಲ್ಲಿ ಪ್ರಮುಖ ಪಾತ್ರ ವಹಿಸುತ್ತಿವೆ ಎಂದು ಪ್ರಾಧ್ಯಾಪಕರಾದ ನಿಸರ್ಗ ಅವರು ತಿಳಿಸಿದರು. ನಗರದ ಶ್ರೀ ಸಿದ್ಧಾರ್ಥ ಮಾಧ್ಯಮ ಅಧ್ಯಯನ ಕೇಂದ್ರದಲ್ಲಿ ಕೌಶಲ ಮತ್ತು ವಿದ್ಯಾರ್ಥಿಗಳ ಪ್ರತಿಭೆಗೆ ಪೂರಕವಾದ ಸಮೂಹ ಮಾಧ್ಯಮ ಹಾಗೂ ಸಂಸ್ಕೃತಿ ಕುರಿತು ಏರ್ಪಡಿಸಿದ್ದ ಕಾರ್ಯಾಗಾರದಲ್ಲಿ ಮಾತನಾಡಿದರು. ಸಮೂಹ ಮಾಧ್ಯಮ ಮತ್ತು ಸಾಂಸ್ಕೃತಿಕ ತಂತ್ರಜ್ಞಾನ ಸಂಸ್ಕೃತಿ ಬೆಳವಣಿಗೆಗೆ ಅಡಿಪಾಯ ಹಾಕಿವೆ ಎಂದರು. xyxy=(27,708,170,855)
masthead-rule xyxy=(25,66,920,68)
divider-vertical-bottom xyxy=(360,1035,361,1505)
story6-column-2: ಕಾರ್ಯದರ್ಶಿ ಹಾಗೂ ಕ್ಲರ್ಕ್ ಹುದ್ದೆ ನೌಕರರ ಪದ ನಿಲ್ದಿಲು, ಇವರ ಬೇಡಿಕೆ ಈಡೇರಿಸಲು ಆಗ್ರಹಿಸಿದರು. ರಾಜ್ಯದಾದ್ಯಂತ 19ರಂದು ನಡೆಯುವ ರಾಜ್ಯ ಸರ್ಕಾರಿ ನೌಕರರ ಸಂಘದ ಕಾರ್ಯಕಾರಿ ಸಮಿತಿ ಸಭೆಯಲ್ಲಿ ಗ್ರಾಮ ಪಂಚಾಯಿತಿ ನೌಕರರ ಸಮಸ್ಯೆ ಬಗ್ಗೆ ಚರ್ಚಿಸಲಾಗುವುದು ಎಂದು ಹೇಳಿದರು. ಗ್ರಾಮ ಪಂಚಾಯಿತಿ ನೌಕರರು ಮುಷ್ಕರ ನಡೆಸುತ್ತಿರುವುದರಿಂದ ಕುಡಿಯುವ ನೀರು, ಬೀದಿ ದೀಪ, ನೈರ್ಮಲ್ಯ ಸೇರಿದಂತೆ ಸಾರ್ವಜನಿಕ ಸೇವೆಗಳು ಅಸ್ತವ್ಯಸ್ಥಗೊಂಡಿವೆ. ಮುಷ್ಕರದಲ್ಲಿ ಜಿಲ್ಲೆಯ ವಿವಿಧ ತಾಲ್ಲೂಕುಗಳ ನೂರಾರು ನೌಕರರು ಭಾಗವಹಿಸಿದ್ದರು. ಸರ್ಕಾರ ಶೀಘ್ರ ಸ್ಪಂದಿಸದಿದ್ದರೆ ಹೋರಾಟ ತೀವ್ರಗೊಳಿಸಲಾಗುವುದು ಎಂದು ಎಚ್ಚರಿಸಿದರು. xyxy=(511,1234,641,1360)
story4-top-rule xyxy=(478,601,919,602)
masthead-subtitle: ಕನ್ನಡ ದಿನಪತ್ರಿಕೆ xyxy=(118,54,164,64)
